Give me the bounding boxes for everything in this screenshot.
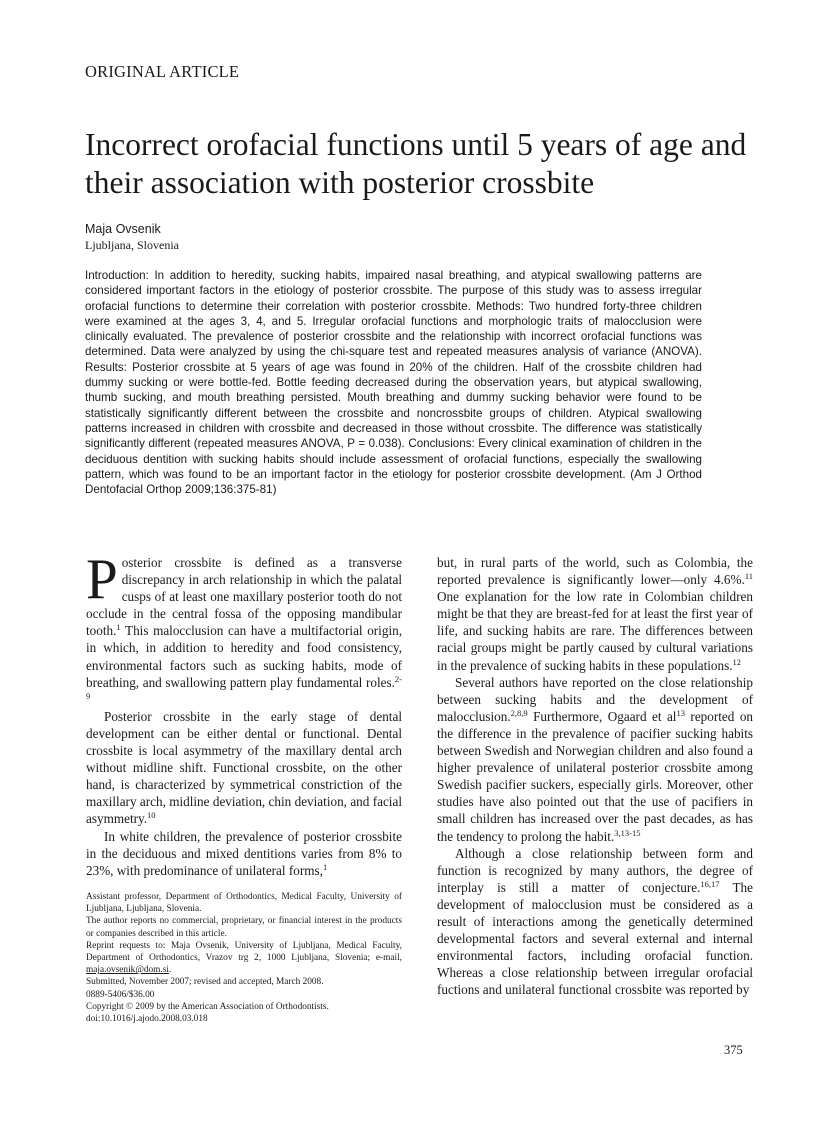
author-affiliation: Ljubljana, Slovenia	[85, 238, 179, 252]
abstract: Introduction: In addition to heredity, sucking habits, impaired nasal breathing, and atypical swallowing patterns are considered important factors in the etiology of posterior crossbite. The purpose of this study was to assess irregular orofacial functions to determine their correlation with posterior crossbite. Methods: Two hundred forty-three children were examined at the ages 3, 4, and 5. Irregular orofacial functions and morphologic traits of malocclusion were clinically evaluated. The prevalence of posterior crossbite and the relationship with incorrect orofacial functions was determined. Data were analyzed by using the chi-square test and repeated measures analysis of variance (ANOVA). Results: Posterior crossbite at 5 years of age was found in 20% of the children. Half of the crossbite children had dummy sucking or were bottle-fed. Bottle feeding decreased during the observation years, but atypical swallowing, thumb sucking, and mouth breathing persisted. Mouth breathing and dummy sucking behavior were found to be statistically significantly different between the crossbite and noncrossbite groups of children. Atypical swallowing patterns increased in children with crossbite and decreased in those without crossbite. The difference was statistically significantly different (repeated measures ANOVA, P = 0.038). Conclusions: Every clinical examination of children in the deciduous dentition with sucking habits should include assessment of orofacial functions, especially the swallowing pattern, which was found to be an important factor in the etiology for posterior crossbite development. (Am J Orthod Dentofacial Orthop 2009;136:375-81)	[85, 269, 702, 497]
footnote-conflict: The author reports no commercial, proprietary, or financial interest in the products or companies described in this article.	[86, 916, 402, 939]
drop-cap: P	[86, 548, 118, 611]
paragraph	[437, 674, 753, 845]
body-column-left	[86, 548, 402, 879]
text: Furthermore, Ogaard et al	[527, 708, 677, 724]
paragraph	[86, 828, 402, 879]
paragraph	[86, 708, 402, 828]
page-number: 375	[724, 1043, 743, 1057]
body-column-right	[437, 554, 753, 998]
paragraph	[437, 554, 753, 674]
citation: 1	[116, 622, 121, 633]
text: Reprint requests to: Maja Ovsenik, University of Ljubljana, Medical Faculty, Department of Orthodontics, Vrazov trg 2, 1000 Ljubljana, Slovenia; e-mail,	[86, 940, 402, 964]
footnote-position: Assistant professor, Department of Orthodontics, Medical Faculty, University of Ljubljana, Ljubljana, Slovenia.	[86, 892, 402, 915]
footnote-reprint	[86, 940, 402, 977]
citation: 3,13-15	[614, 827, 641, 838]
text: Although a close relationship between form and function is recognized by many authors, the degree of interplay is still a matter of conjecture.	[437, 845, 753, 895]
text: This malocclusion can have a multifactorial origin, in which, in addition to heredity and food consistency, environmental factors such as sucking habits, mode of breathing, and swallowing pattern play fundamental roles.	[86, 623, 402, 690]
citation: 13	[676, 707, 685, 718]
footnotes	[86, 891, 402, 1025]
citation: 12	[732, 656, 742, 667]
text: The development of malocclusion must be considered as a result of interactions among the genetically determined developmental factors and several external and internal environmental factors, including orofacial function. Whereas a close relationship between irregular orofacial fuctions and unilateral functional crossbite was reported by	[437, 879, 753, 998]
citation: 2-9	[86, 673, 402, 701]
text: Several authors have reported on the close relationship between sucking habits and the development of malocclusion.	[437, 674, 753, 724]
text: One explanation for the low rate in Colombian children might be that they are breast-fed for at least the first year of life, and sucking habits are rare. The differences between racial groups might be partly caused by cultural variations in the prevalence of sucking habits in these populations.	[437, 589, 753, 673]
footnote-submitted: Submitted, November 2007; revised and accepted, March 2008.	[86, 977, 324, 988]
text: but, in rural parts of the world, such as Colombia, the reported prevalence is significantly lower—only 4.6%.	[437, 555, 753, 588]
text: Posterior crossbite in the early stage of dental development can be either dental or functional. Dental crossbite is local asymmetry of the maxillary dental arch without midline shift. Functional crossbite, on the other hand, is characterized by symmetrical constriction of the maxillary arch, midline deviation, chin deviation, and facial asymmetry.	[86, 708, 402, 827]
text: In white children, the prevalence of posterior crossbite in the deciduous and mixed dentitions varies from 8% to 23%, with predominance of unilateral forms,	[86, 828, 402, 878]
paragraph	[437, 845, 753, 999]
citation: 10	[147, 810, 156, 821]
footnote-doi[interactable]: doi:10.1016/j.ajodo.2008.03.018	[86, 1014, 208, 1025]
citation: 11	[744, 571, 753, 582]
text: osterior crossbite is defined as a transverse discrepancy in arch relationship in which the palatal cusps of at least one maxillary posterior tooth do not occlude in the central fossa of the opposing mandibular tooth.	[86, 555, 402, 639]
citation: 2,8,9	[510, 707, 528, 718]
paragraph	[86, 548, 402, 708]
citation: 1	[322, 861, 328, 872]
footnote-issn: 0889-5406/$36.00	[86, 989, 155, 1000]
section-label: ORIGINAL ARTICLE	[85, 62, 240, 81]
email-link[interactable]: maja.ovsenik@dom.si	[86, 965, 169, 976]
article-title: Incorrect orofacial functions until 5 years of age and their association with posterior crossbite	[85, 127, 747, 200]
text: .	[168, 965, 172, 976]
footnote-copyright: Copyright © 2009 by the American Association of Orthodontists.	[86, 1001, 329, 1012]
text: reported on the difference in the prevalence of pacifier sucking habits between Swedish and Norwegian children and also found a higher prevalence of unilateral posterior crossbite among Swedish pacifier suckers, especially girls. Moreover, other studies have also pointed out that the use of pacifiers in small children has increased over the past decades, as has the tendency to prolong the habit.	[437, 708, 754, 844]
author-name: Maja Ovsenik	[85, 222, 161, 236]
citation: 16,17	[700, 878, 720, 889]
